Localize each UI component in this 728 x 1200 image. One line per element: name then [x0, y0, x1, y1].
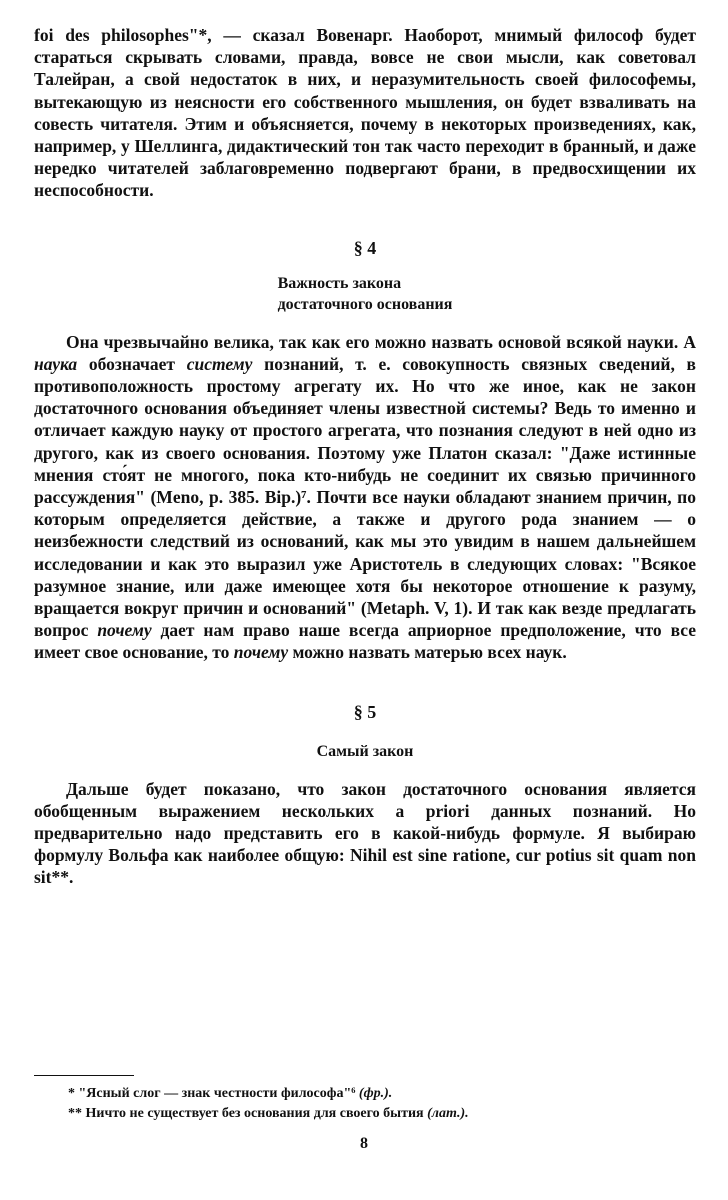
section-4-em-sistemu: систему — [186, 353, 253, 374]
footnote-2-text: ** Ничто не существует без основания для своего бытия — [68, 1106, 428, 1121]
footnote-1-lang: (фр.). — [358, 1086, 393, 1101]
intro-paragraph: foi des philosophes"*, — сказал Вовенарг. Наоборот, мнимый философ будет стараться скрывать словами, правда, вовсе не свои мысли, как советовал Талейран, а свой недостаток в них, и неразумительность своей философемы, вытекающую из неясности его собственного мышления, он будет взваливать на совесть читателя. Этим и объясняется, почему в некоторых произведениях, как, например, у Шеллинга, дидактический тон так часто переходит в бранный, и даже нередко читателей заблаговременно подвергают брани, в предвосхищении их неспособности. — [34, 25, 696, 201]
section-4-title-line1: Важность закона — [277, 274, 402, 292]
section-4-em-pochemu-1: почему — [97, 620, 152, 641]
page-number: 8 — [360, 1135, 368, 1152]
section-4-paragraph — [34, 331, 696, 664]
footnotes — [34, 1075, 696, 1124]
section-4-title-line2: достаточного основания — [277, 295, 453, 313]
footnote-rule — [34, 1075, 134, 1076]
section-4-em-pochemu-2: почему — [233, 642, 289, 663]
section-5-title: Самый закон — [316, 742, 414, 760]
footnote-1-text: * "Ясный слог — знак честности философа"⁶ — [68, 1086, 359, 1101]
footnote-2 — [34, 1104, 696, 1124]
footnote-2-lang: (лат.). — [427, 1106, 469, 1121]
section-4-text-2: обозначает — [77, 353, 187, 374]
section-4-text-4: дает нам право наше всегда априорное предположение, что все имеет свое основание, то — [34, 620, 696, 663]
section-5-number: § 5 — [353, 701, 377, 722]
footnote-1 — [34, 1084, 696, 1104]
page-body — [34, 24, 696, 889]
section-5-paragraph: Дальше будет показано, что закон достаточного основания является обобщенным выражением нескольких a priori данных познаний. Но предварительно надо представить его в какой-нибудь формуле. Я выбираю формулу Вольфа как наиболее общую: Nihil est sine ratione, cur potius sit quam non sit**. — [34, 778, 696, 888]
section-4-title — [34, 273, 696, 315]
section-4-text-1: Она чрезвычайно велика, так как его можно назвать основой всякой науки. А — [66, 331, 696, 352]
section-4-number: § 4 — [353, 237, 377, 258]
section-4-em-nauka: наука — [34, 353, 78, 374]
section-4-text-3: познаний, т. е. совокупность связных сведений, в противоположность простому агрегату их. Но что же иное, как не закон достаточного основания объединяет члены известной системы? Ведь то именно и отличает каждую науку от простого агрегата, что познания следуют в ней одно из другого, как из своего основания. Поэтому уже Платон сказал: "Даже истинные мнения сто́ят не многого, пока кто-нибудь не соединит их связью причинного рассуждения" (Meno, p. 385. Bip.)⁷. Почти все науки обладают знанием причин, по которым определяется действие, а также и другого рода знанием — о неизбежности следствий из оснований, как мы это увидим в нашем дальнейшем исследовании и как это выразил уже Аристотель в следующих словах: "Всякое разумное знание, или даже имеющее хотя бы некоторое отношение к разуму, вращается вокруг причин и оснований" (Metaph. V, 1). И так как везде предлагать вопрос — [34, 353, 696, 641]
section-4-text-5: можно назвать матерью всех наук. — [288, 642, 567, 663]
